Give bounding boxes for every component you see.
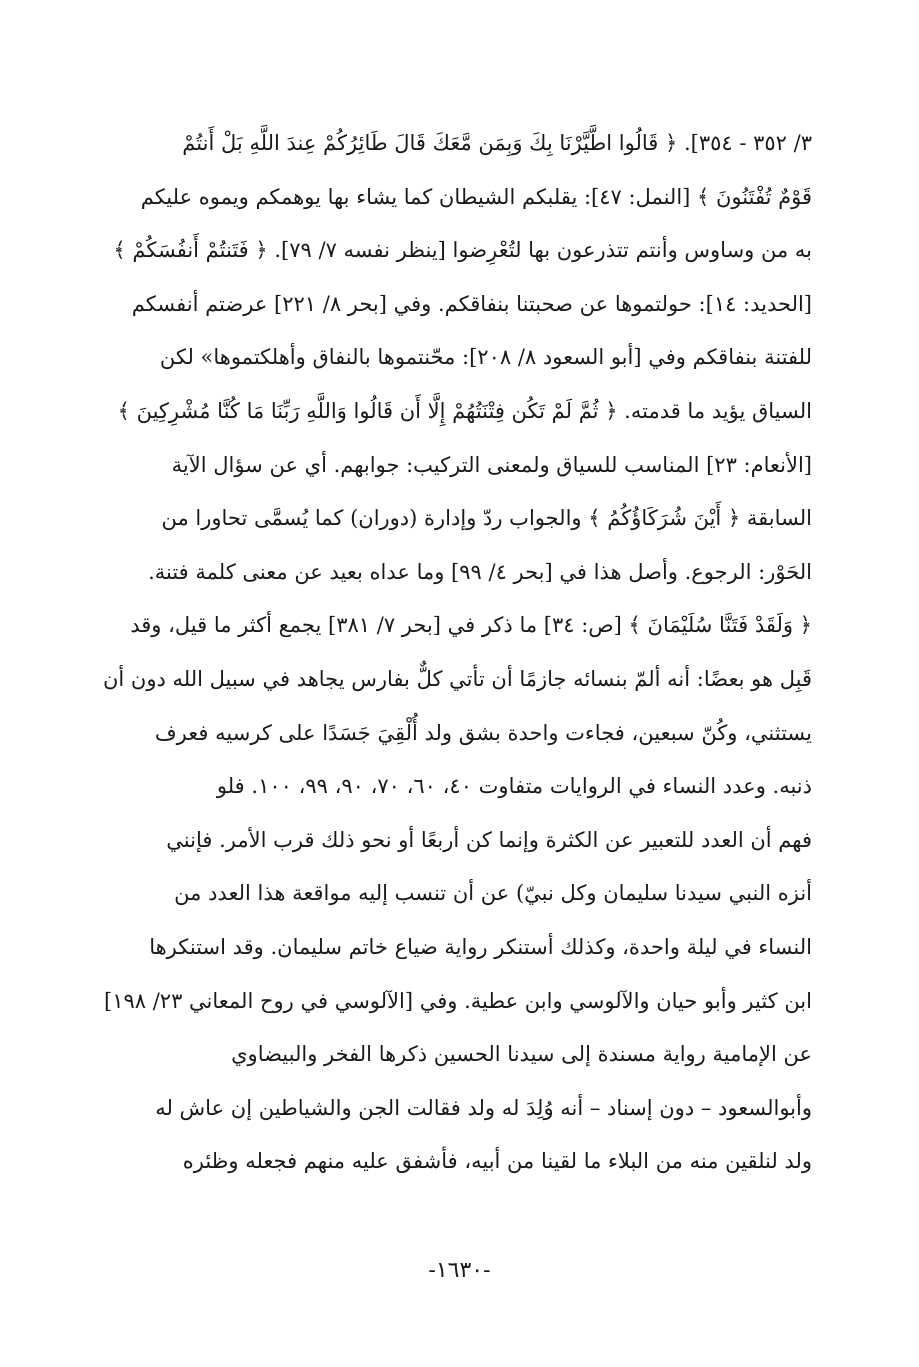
text-line: [الحديد: ١٤]: حولتموها عن صحبتنا بنفاقكم. وفي [بحر ٨/ ٢٢١] عرضتم أنفسكم (131, 291, 812, 316)
page-number: -١٦٣٠- (428, 1258, 491, 1283)
text-line: ولد لنلقين منه من البلاء ما لقينا من أبيه، فأشفق عليه منهم فجعله وظئره (182, 1149, 812, 1174)
text-line: فهم أن العدد للتعبير عن الكثرة وإنما كن أربعًا أو نحو ذلك قرب الأمر. فإنني (166, 827, 812, 852)
body-text (100, 117, 812, 1189)
text-line: ﴿ وَلَقَدْ فَتَنَّا سُلَيْمَانَ ﴾ [ص: ٣٤] ما ذكر في [بحر ٧/ ٣٨١] يجمع أكثر ما قيل، وقد (130, 613, 812, 638)
text-line: ذنبه. وعدد النساء في الروايات متفاوت ٤٠، ٦٠، ٧٠، ٩٠، ٩٩، ١٠٠. فلو (216, 774, 812, 799)
text-line: ٣/ ٣٥٢ - ٣٥٤]. ﴿ قَالُوا اطَّيَّرْنَا بِكَ وَبِمَن مَّعَكَ قَالَ طَائِرُكُمْ عِندَ اللَّهِ بَلْ أَنتُمْ (182, 131, 812, 155)
text-line: الحَوْر: الرجوع. وأصل هذا في [بحر ٤/ ٩٩] وما عداه بعيد عن معنى كلمة فتنة. (148, 559, 812, 584)
text-line: للفتنة بنفاقكم وفي [أبو السعود ٨/ ٢٠٨]: محّنتموها بالنفاق وأهلكتموها» لكن (159, 345, 812, 370)
text-line: يستثني، وكُنّ سبعين، فجاءت واحدة بشق ولد أُلْقِيَ جَسَدًا على كرسيه فعرف (154, 720, 812, 745)
text-line: النساء في ليلة واحدة، وكذلك أستنكر رواية ضياع خاتم سليمان. وقد استنكرها (149, 934, 812, 959)
text-line: [الأنعام: ٢٣] المناسب للسياق ولمعنى التركيب: جوابهم. أي عن سؤال الآية (171, 452, 812, 477)
text-line: أنزه النبي سيدنا سليمان وكل نبيّ) عن أن تنسب إليه مواقعة هذا العدد من (174, 881, 812, 906)
text-line: عن الإمامية رواية مسندة إلى سيدنا الحسين ذكرها الفخر والبيضاوي (231, 1042, 812, 1067)
text-line: به من وساوس وأنتم تتذرعون بها لتُعْرِضوا [ينظر نفسه ٧/ ٧٩]. ﴿ فَتَنتُمْ أَنفُسَكُمْ ﴾ (113, 238, 812, 263)
text-line: السياق يؤيد ما قدمته. ﴿ ثُمَّ لَمْ تَكُن فِتْنَتُهُمْ إِلَّا أَن قَالُوا وَاللَّهِ رَبِّنَا مَا كُنَّا مُشْرِكِينَ ﴾ (117, 398, 812, 423)
text-line: قَوْمٌ تُفْتَنُونَ ﴾ [النمل: ٤٧]: يقلبكم الشيطان كما يشاء بها يوهمكم ويموه عليكم (140, 184, 812, 209)
text-line: قَبِل هو بعضًا: أنه ألمّ بنسائه جازمًا أن تأتي كلٌّ بفارس يجاهد في سبيل الله دون أن (102, 666, 812, 691)
text-line: ابن كثير وأبو حيان والآلوسي وابن عطية. وفي [الآلوسي في روح المعاني ٢٣/ ١٩٨] (103, 988, 812, 1013)
text-line: السابقة ﴿ أَيْنَ شُرَكَاؤُكُمُ ﴾ والجواب ردّ وإدارة (دوران) كما يُسمَّى تحاورا من (161, 506, 812, 531)
text-line: وأبوالسعود – دون إسناد – أنه وُلِدَ له ولد فقالت الجن والشياطين إن عاش له (155, 1095, 812, 1120)
